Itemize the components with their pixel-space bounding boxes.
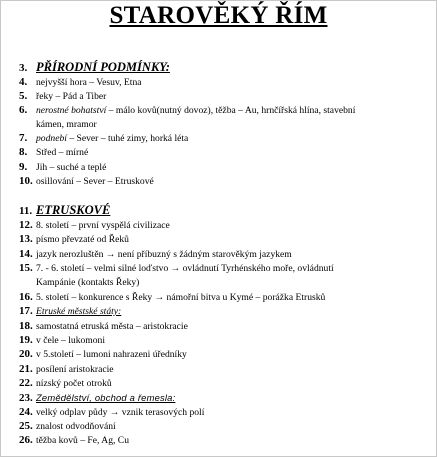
list-item	[19, 104, 429, 117]
list-item	[19, 76, 429, 89]
item-text: 7. - 6. století – velmi silné loďstvo → ovládnutí Tyrhénského moře, ovládnutí	[36, 263, 334, 274]
item-text: osillování – Sever – Etruskové	[36, 176, 154, 187]
list-item	[19, 90, 429, 103]
list-item	[19, 146, 429, 159]
list-item	[19, 434, 429, 447]
item-number: 23.	[19, 392, 33, 404]
list-item	[19, 132, 429, 145]
subsection-heading: Etruské městské státy:	[36, 306, 122, 317]
item-text: nejvyšší hora – Vesuv, Etna	[36, 77, 142, 88]
list-item	[19, 305, 429, 318]
list-item	[19, 61, 429, 75]
item-continuation: Kampánie (kontakts Řeky)	[36, 277, 140, 288]
item-text: řeky – Pád a Tiber	[36, 91, 107, 102]
item-number: 24.	[19, 406, 33, 418]
item-text: samostatná etruská města – aristokracie	[36, 321, 188, 332]
item-text: – málo kovů(nutný dovoz), těžba – Au, hrnčířská hlína, stavební	[106, 105, 356, 116]
item-number: 14.	[19, 248, 33, 260]
item-text: velký odplav půdy → vznik terasových polí	[36, 407, 205, 418]
item-text: posílení aristokracie	[36, 364, 114, 375]
section-heading: PŘÍRODNÍ PODMÍNKY:	[36, 60, 170, 74]
item-number: 9.	[19, 161, 28, 173]
item-number: 8.	[19, 146, 28, 158]
list-item	[19, 291, 429, 304]
list-item	[19, 320, 429, 333]
item-text: písmo převzaté od Řeků	[36, 234, 129, 245]
item-text: těžba kovů – Fe, Ag, Cu	[36, 435, 129, 446]
section-heading: ETRUSKOVÉ	[36, 203, 111, 217]
item-number: 16.	[19, 291, 33, 303]
item-text: 5. století – konkurence s Řeky → námořní bitva u Kymé – porážka Etrusků	[36, 292, 326, 303]
item-number: 15.	[19, 262, 33, 274]
item-text: znalost odvodňování	[36, 421, 116, 432]
list-item	[19, 175, 429, 188]
page-title: STAROVĚKÝ ŘÍM	[109, 2, 328, 29]
item-text: 8. století – první vyspělá civilizace	[36, 220, 170, 231]
list-item	[19, 161, 429, 174]
item-continuation: kámen, mramor	[36, 119, 97, 130]
item-number: 3.	[19, 62, 28, 74]
item-number: 21.	[19, 363, 33, 375]
list-item	[19, 262, 429, 275]
item-number: 18.	[19, 320, 33, 332]
item-number: 12.	[19, 219, 33, 231]
item-text: v 5.století – lumoni nahrazeni úředníky	[36, 349, 187, 360]
item-number: 20.	[19, 348, 33, 360]
item-text: v čele – lukomoni	[36, 335, 106, 346]
item-number: 25.	[19, 420, 33, 432]
item-number: 6.	[19, 104, 28, 116]
item-text: – Sever – tuhé zimy, horká léta	[66, 133, 189, 144]
item-number: 19.	[19, 334, 33, 346]
item-text: Jih – suché a teplé	[36, 162, 107, 173]
item-number: 11.	[19, 205, 33, 217]
list-item	[19, 233, 429, 246]
list-item	[19, 248, 429, 261]
item-number: 5.	[19, 90, 28, 102]
list-item	[19, 391, 429, 405]
list-item	[19, 334, 429, 347]
item-number: 10.	[19, 175, 33, 187]
item-text-italic: nerostné bohatství	[36, 105, 107, 116]
item-number: 17.	[19, 305, 33, 317]
list-item	[19, 406, 429, 419]
list-item	[19, 377, 429, 390]
item-number: 13.	[19, 233, 33, 245]
item-number: 22.	[19, 377, 33, 389]
item-number: 26.	[19, 434, 33, 446]
list-item	[19, 204, 429, 218]
item-text: Střed – mírné	[36, 147, 89, 158]
list-item	[19, 219, 429, 232]
item-text: jazyk nerozluštěn → není příbuzný s žádným starověkým jazykem	[36, 249, 292, 260]
subsection-heading: Zemědělství, obchod a řemesla:	[36, 392, 176, 403]
item-number: 4.	[19, 76, 28, 88]
item-text: nízský počet otroků	[36, 378, 112, 389]
list-item	[19, 348, 429, 361]
list-item	[19, 420, 429, 433]
list-item	[19, 363, 429, 376]
item-number: 7.	[19, 132, 28, 144]
item-text-italic: podnebí	[36, 133, 67, 144]
